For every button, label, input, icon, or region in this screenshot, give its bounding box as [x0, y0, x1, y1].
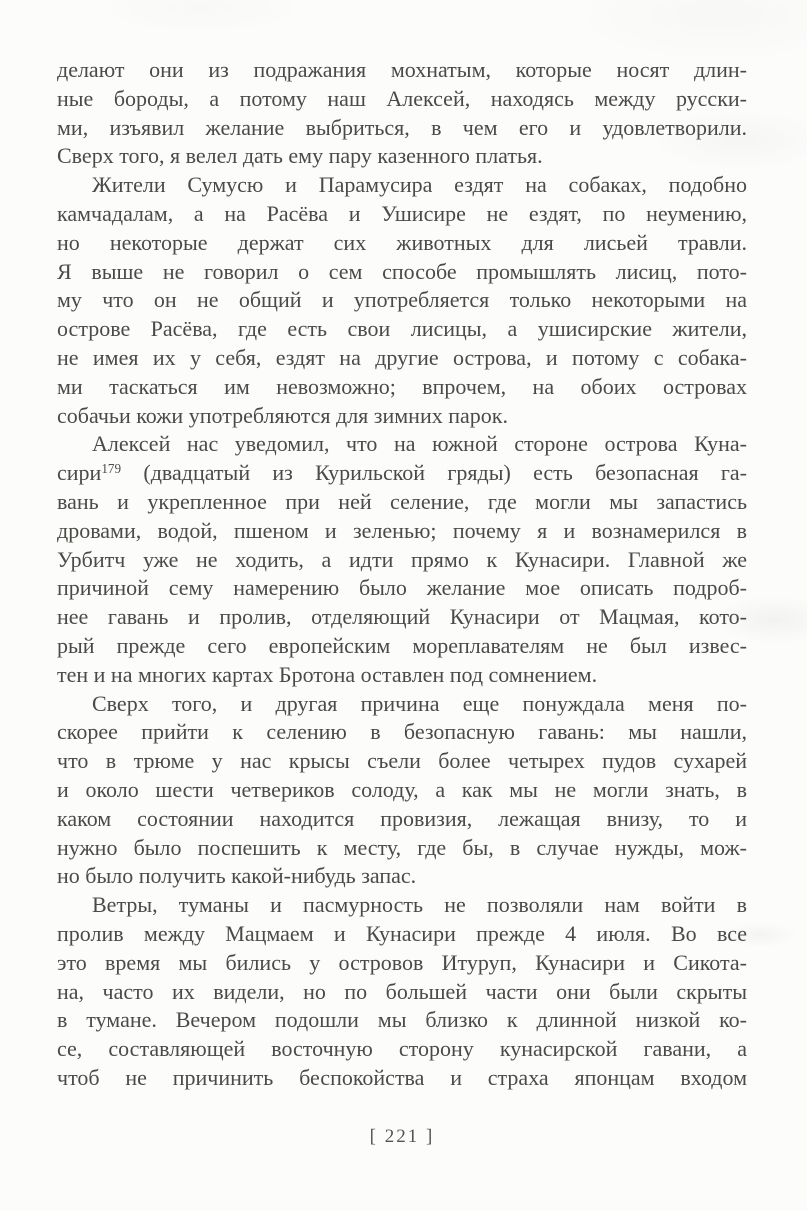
text-segment: сири — [57, 460, 102, 486]
text-segment: Я выше не говорил о сем способе промышлять лисиц, пото- — [57, 258, 747, 284]
text-segment: скорее прийти к селению в безопасную гавань: мы нашли, — [57, 719, 747, 745]
text-line — [57, 862, 747, 891]
text-segment: Алексей нас уведомил, что на южной стороне острова Куна- — [92, 431, 747, 457]
text-segment: (двадцатый из Курильской гряды) есть безопасная га- — [121, 460, 747, 486]
text-line — [57, 603, 747, 632]
text-line — [57, 142, 747, 171]
text-line — [57, 805, 747, 834]
text-line — [57, 1006, 747, 1035]
paragraph — [57, 171, 747, 430]
text-segment: Сверх того, я велел дать ему пару казенного платья. — [57, 143, 543, 169]
text-segment: что в трюме у нас крысы съели более четырех пудов сухарей — [57, 748, 747, 774]
text-segment: рый прежде сего европейским мореплавателям не был извес- — [57, 632, 747, 658]
text-line — [57, 258, 747, 287]
text-line — [57, 891, 747, 920]
text-segment: собачьи кожи употребляются для зимних парок. — [57, 402, 508, 428]
text-line — [57, 920, 747, 949]
text-line — [57, 402, 747, 431]
footnote-marker: 179 — [101, 460, 122, 476]
text-segment: это время мы бились у островов Итуруп, Кунасири и Сикота- — [57, 949, 747, 975]
text-segment: Жители Сумусю и Парамусира ездят на собаках, подобно — [92, 172, 747, 198]
text-line — [57, 373, 747, 402]
text-line — [57, 85, 747, 114]
text-line — [57, 488, 747, 517]
paragraph — [57, 690, 747, 892]
text-line — [57, 1064, 747, 1093]
text-segment: Сверх того, и другая причина еще понуждала меня по- — [92, 690, 747, 716]
text-segment: в тумане. Вечером подошли мы близко к длинной низкой ко- — [57, 1007, 747, 1033]
text-line — [57, 632, 747, 661]
paragraph — [57, 891, 747, 1093]
text-segment: но некоторые держат сих животных для лисьей травли. — [57, 229, 747, 255]
text-line — [57, 171, 747, 200]
text-line — [57, 459, 747, 488]
text-segment: се, составляющей восточную сторону кунасирской гавани, а — [57, 1036, 747, 1062]
text-line — [57, 430, 747, 459]
text-line — [57, 286, 747, 315]
text-segment: на, часто их видели, но по большей части они были скрыты — [57, 978, 747, 1004]
text-segment: ми, изъявил желание выбриться, в чем его и удовлетворили. — [57, 114, 747, 140]
text-line — [57, 747, 747, 776]
text-segment: му что он не общий и употребляется только некоторыми на — [57, 287, 747, 313]
text-segment: причиной сему намерению было желание мое описать подроб- — [57, 575, 747, 601]
text-segment: чтоб не причинить беспокойства и страха японцам входом — [57, 1064, 747, 1090]
text-line — [57, 517, 747, 546]
text-line — [57, 574, 747, 603]
text-line — [57, 690, 747, 719]
text-segment: пролив между Мацмаем и Кунасири прежде 4 июля. Во все — [57, 920, 747, 946]
text-segment: Ветры, туманы и пасмурность не позволяли нам войти в — [92, 892, 747, 918]
paragraph — [57, 430, 747, 689]
text-segment: нее гавань и пролив, отделяющий Кунасири от Мацмая, кото- — [57, 604, 747, 630]
text-segment: дровами, водой, пшеном и зеленью; почему я и вознамерился в — [57, 517, 747, 543]
text-segment: тен и на многих картах Бротона оставлен под сомнением. — [57, 661, 598, 687]
paragraph — [57, 56, 747, 171]
text-line — [57, 315, 747, 344]
text-line — [57, 949, 747, 978]
text-line — [57, 200, 747, 229]
text-block — [57, 56, 747, 1093]
text-segment: острове Расёва, где есть свои лисицы, а ушисирские жители, — [57, 316, 747, 342]
text-line — [57, 978, 747, 1007]
text-segment: не имея их у себя, ездят на другие острова, и потому с собака- — [57, 344, 747, 370]
text-segment: но было получить какой-нибудь запас. — [57, 863, 417, 889]
text-segment: камчадалам, а на Расёва и Ушисире не ездят, по неумению, — [57, 200, 747, 226]
text-segment: ные бороды, а потому наш Алексей, находясь между русски- — [57, 85, 747, 111]
text-segment: нужно было поспешить к месту, где бы, в случае нужды, мож- — [57, 834, 747, 860]
text-segment: каком состоянии находится провизия, лежащая внизу, то и — [57, 805, 747, 831]
text-line — [57, 56, 747, 85]
text-line — [57, 344, 747, 373]
text-line — [57, 834, 747, 863]
text-line — [57, 229, 747, 258]
text-line — [57, 1035, 747, 1064]
text-segment: вань и укрепленное при ней селение, где могли мы запастись — [57, 488, 747, 514]
text-line — [57, 546, 747, 575]
text-line — [57, 776, 747, 805]
text-line — [57, 661, 747, 690]
text-line — [57, 114, 747, 143]
text-segment: делают они из подражания мохнатым, которые носят длин- — [57, 57, 747, 82]
text-line — [57, 718, 747, 747]
text-segment: Урбитч уже не ходить, а идти прямо к Кунасири. Главной же — [57, 546, 747, 572]
page-number: [ 221 ] — [369, 1126, 435, 1147]
text-segment: и около шести четвериков солоду, а как мы не могли знать, в — [57, 776, 747, 802]
text-segment: ми таскаться им невозможно; впрочем, на обоих островах — [57, 373, 747, 399]
